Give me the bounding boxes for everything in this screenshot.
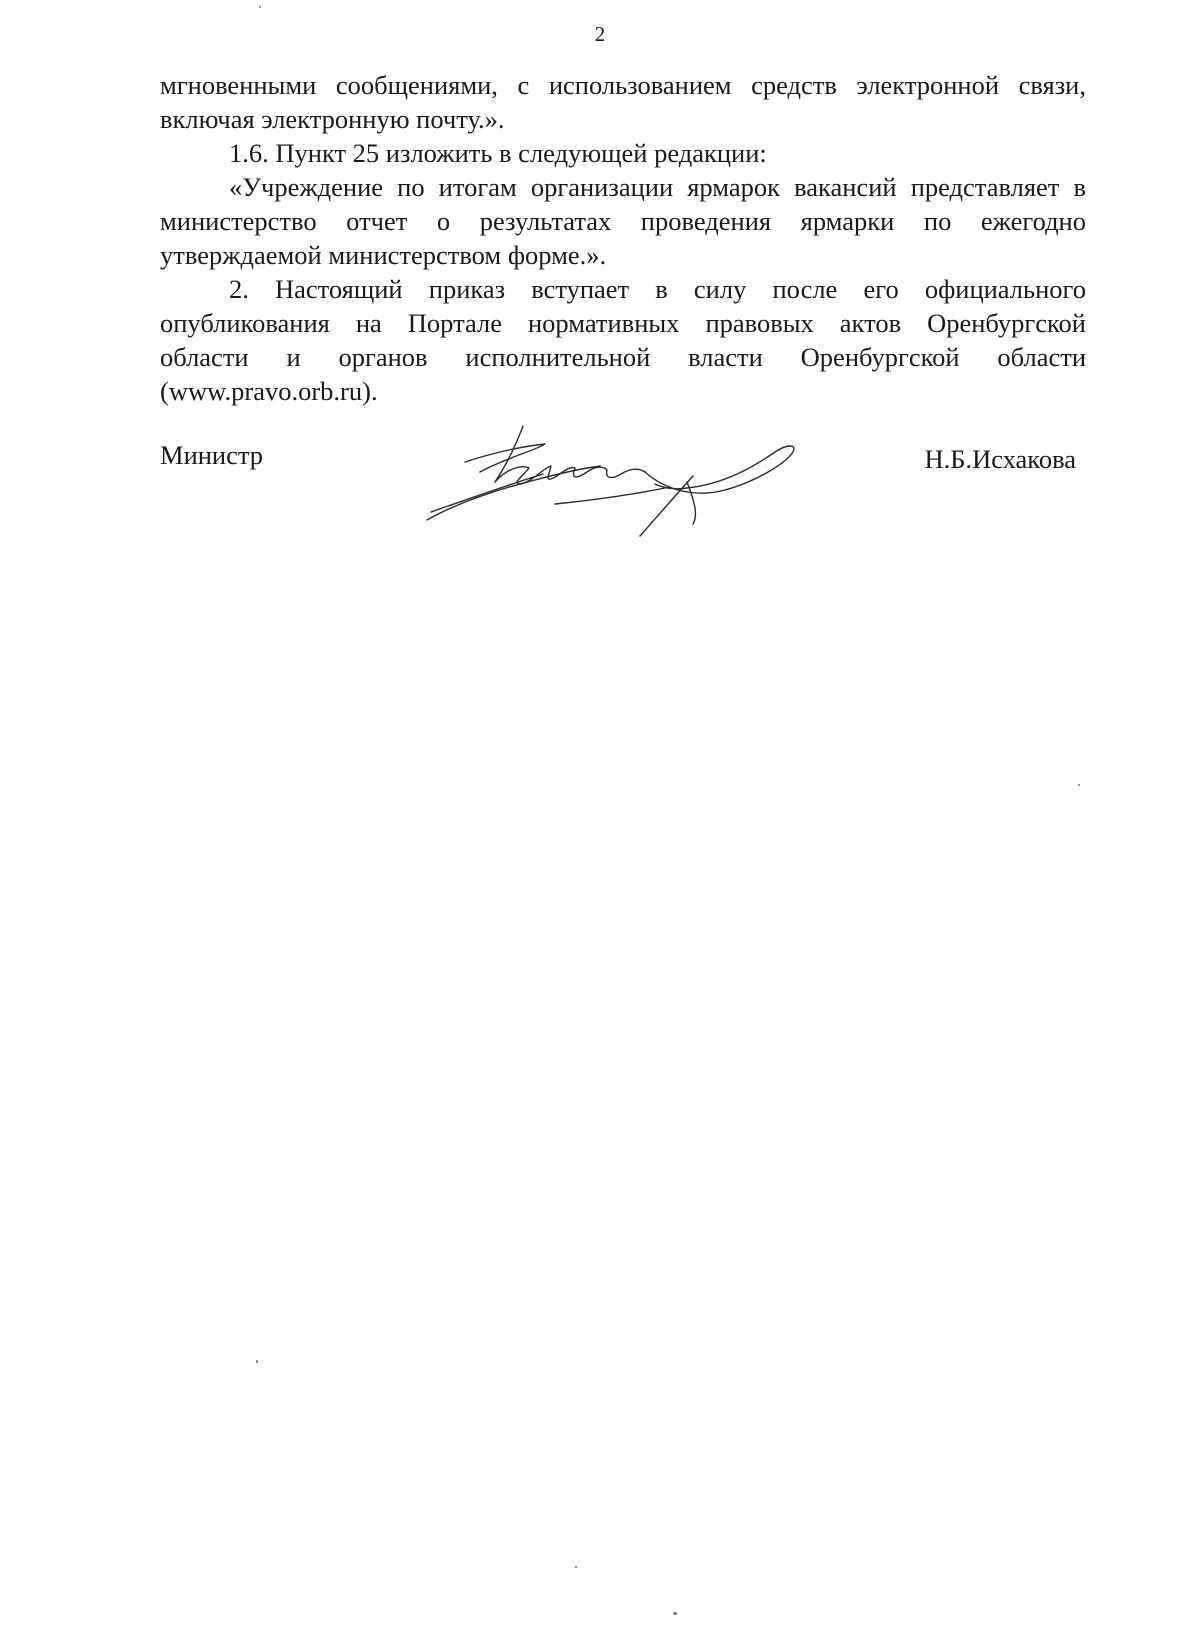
page-number: 2 <box>594 22 606 46</box>
body-line: (www.pravo.orb.ru). <box>160 376 378 406</box>
scan-speck <box>1078 784 1080 786</box>
body-text <box>160 68 1086 408</box>
scan-speck <box>673 1612 677 1615</box>
scan-speck <box>259 6 261 8</box>
scan-speck <box>575 1566 577 1568</box>
body-line: «Учреждение по итогам организации ярмарок вакансий представляет в <box>229 172 1086 202</box>
body-line: мгновенными сообщениями, с использованием средств электронной связи, <box>160 70 1086 100</box>
body-line: 2. Настоящий приказ вступает в силу после его официального <box>229 274 1086 304</box>
body-line: включая электронную почту.». <box>160 104 505 134</box>
signer-position: Министр <box>160 440 264 470</box>
signature-block <box>160 440 1086 560</box>
body-line: министерство отчет о результатах проведения ярмарки по ежегодно <box>160 206 1086 236</box>
body-line: 1.6. Пункт 25 изложить в следующей редакции: <box>229 138 767 168</box>
signer-name: Н.Б.Исхакова <box>924 444 1076 474</box>
body-line: опубликования на Портале нормативных правовых актов Оренбургской <box>160 308 1086 338</box>
body-line: утверждаемой министерством форме.». <box>160 240 607 270</box>
handwritten-signature-icon <box>425 424 825 554</box>
body-line: области и органов исполнительной власти Оренбургской области <box>160 342 1086 372</box>
scan-speck <box>256 1360 258 1363</box>
